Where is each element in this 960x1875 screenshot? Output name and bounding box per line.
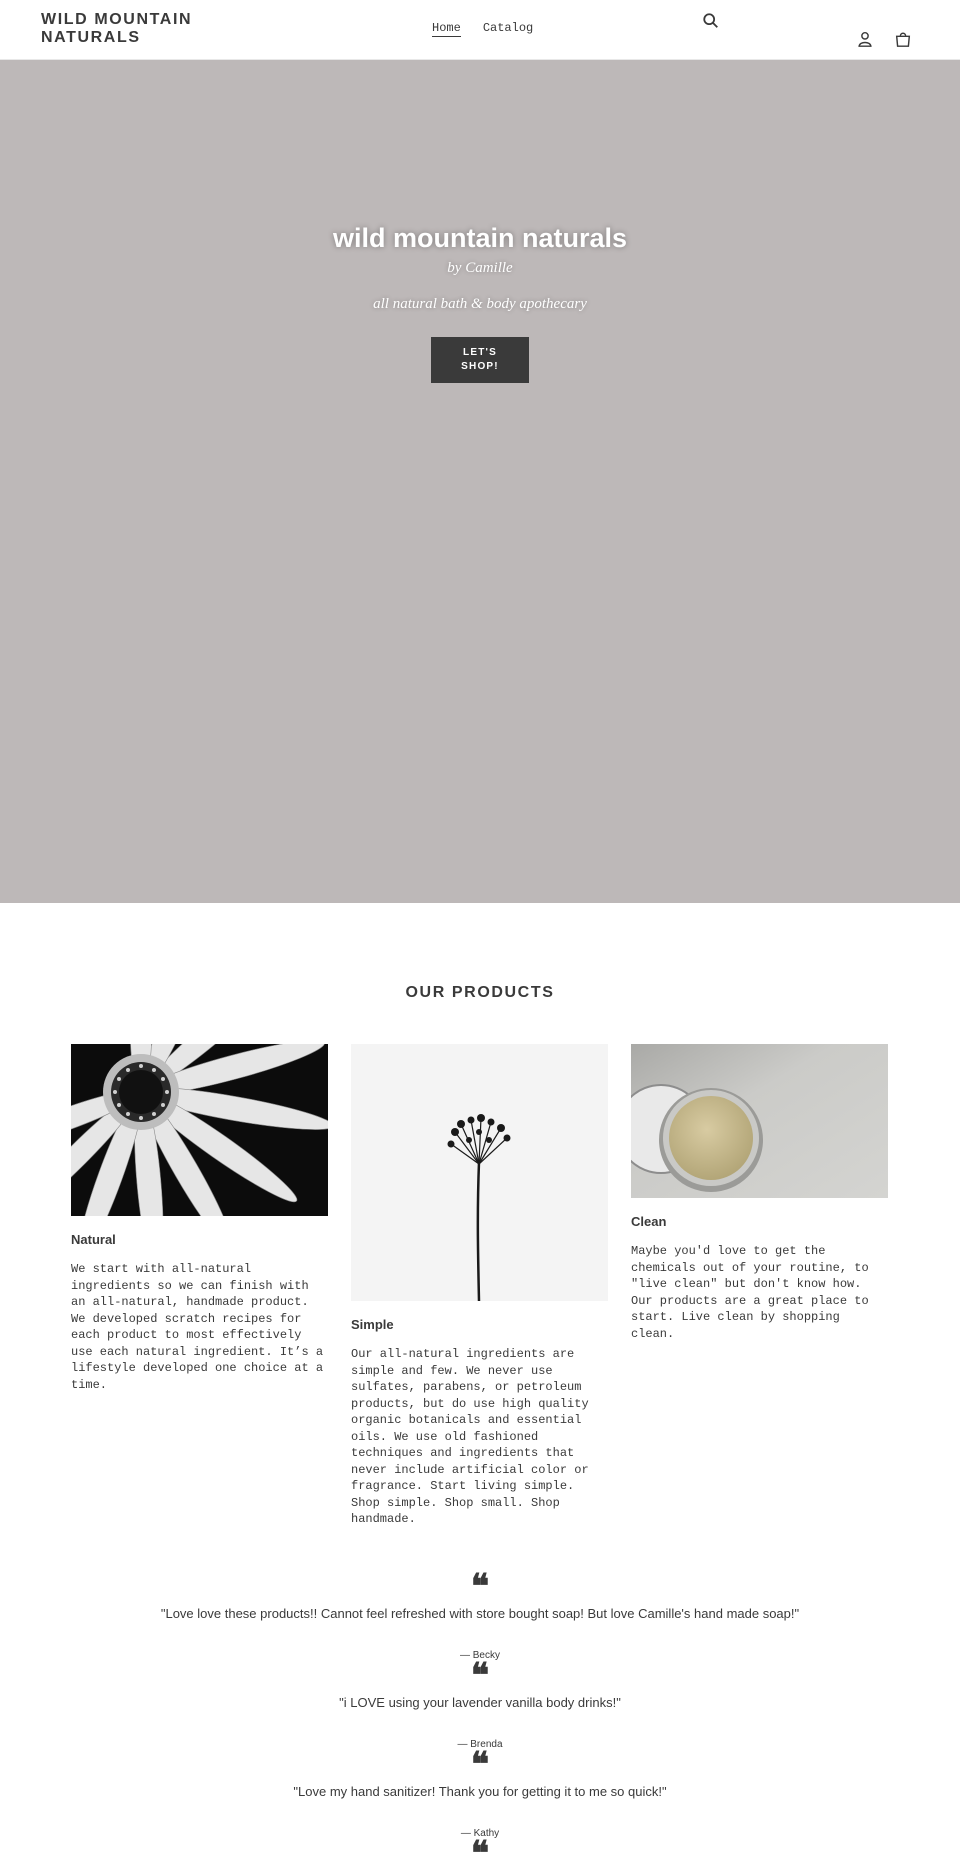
product-heading: Simple [351,1317,394,1332]
search-button[interactable] [701,11,721,31]
product-heading: Natural [71,1232,116,1247]
product-card-simple [351,1044,608,1528]
product-heading: Clean [631,1214,667,1229]
search-icon [702,12,720,30]
testimonial [0,1836,960,1873]
balm-tin-image [631,1044,888,1198]
shop-now-button[interactable]: LET'S SHOP! [431,337,529,383]
quote-icon: ❝ [470,1836,490,1873]
testimonial [0,1569,960,1661]
nav-catalog-link[interactable]: Catalog [482,21,534,35]
hero-subtitle: by Camille [447,260,513,276]
quote-icon: ❝ [470,1747,490,1784]
cart-icon [894,30,912,48]
hero-banner [0,60,960,903]
product-card-clean [631,1044,888,1342]
testimonial [0,1747,960,1839]
site-logo[interactable]: WILD MOUNTAIN NATURALS [41,11,193,46]
testimonial-text: "Love love these products!! Cannot feel refreshed with store bought soap! But love Camille's hand made soap!" [160,1606,800,1621]
quote-icon: ❝ [470,1569,490,1606]
product-description: Our all-natural ingredients are simple and few. We never use sulfates, parabens, or petroleum products, but do use high quality organic botanicals and essential oils. We use old fashioned techniques and ingredients that never include artificial color or fragrance. Start living simple. Shop simple. Shop small. Shop handmade. [351,1347,589,1526]
cart-button[interactable] [893,29,913,49]
testimonial-author: — Becky [459,1650,500,1661]
product-description: Maybe you'd love to get the chemicals out of your routine, to "live clean" but don't know how. Our products are a great place to start. Live clean by shopping clean. [631,1244,869,1341]
user-icon [856,30,874,48]
testimonial-text: "i LOVE using your lavender vanilla body drinks!" [339,1695,621,1710]
testimonial-text: "Love my hand sanitizer! Thank you for getting it to me so quick!" [293,1784,667,1799]
product-card-natural [71,1044,328,1393]
site-header [0,0,960,60]
dried-flower-image [351,1044,608,1301]
testimonial-author: — Kathy [460,1828,500,1839]
hero-tagline: all natural bath & body apothecary [373,296,587,312]
testimonial [0,1658,960,1750]
quote-icon: ❝ [470,1658,490,1695]
nav-home-link[interactable]: Home [432,21,461,35]
testimonial-author: — Brenda [457,1739,503,1750]
hero-title: wild mountain naturals [332,223,628,253]
daisy-image [71,1044,328,1216]
main-nav [432,20,533,37]
account-button[interactable] [855,29,875,49]
product-description: We start with all-natural ingredients so we can finish with an all-natural, handmade product. We developed scratch recipes for each product to most effectively use each natural ingredient. It’s a lifestyle developed one choice at a time. [71,1262,324,1392]
products-heading: OUR PRODUCTS [405,984,555,1001]
